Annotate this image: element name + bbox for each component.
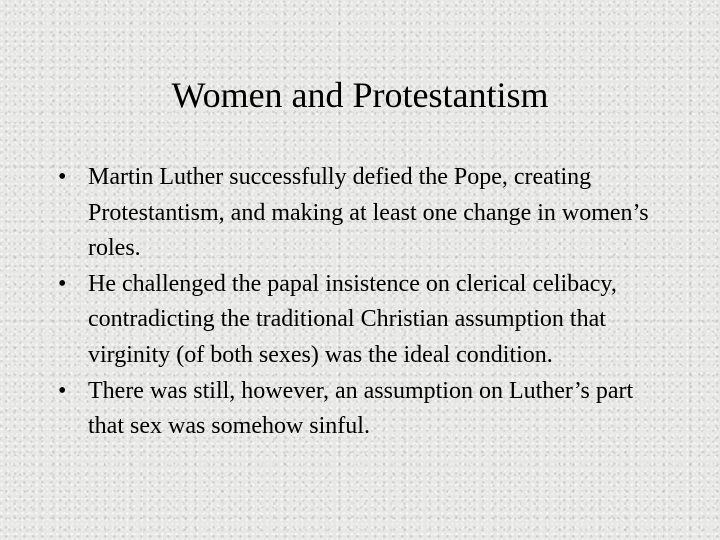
bullet-marker: •	[58, 377, 67, 404]
bullet-item	[58, 374, 668, 445]
bullet-item	[58, 160, 668, 267]
bullet-text: There was still, however, an assumption on Luther’s part that sex was somehow sinful.	[88, 377, 634, 440]
bullet-list	[58, 160, 668, 445]
bullet-item	[58, 267, 668, 374]
bullet-marker: •	[58, 164, 67, 190]
bullet-marker: •	[58, 270, 67, 297]
slide-title: Women and Protestantism	[171, 75, 549, 115]
bullet-text: Martin Luther successfully defied the Pope, creating Protestantism, and making at least one change in women’s roles.	[88, 164, 649, 262]
bullet-text: He challenged the papal insistence on clerical celibacy, contradicting the traditional Christian assumption that virginity (of both sexes) was the ideal condition.	[88, 270, 617, 368]
